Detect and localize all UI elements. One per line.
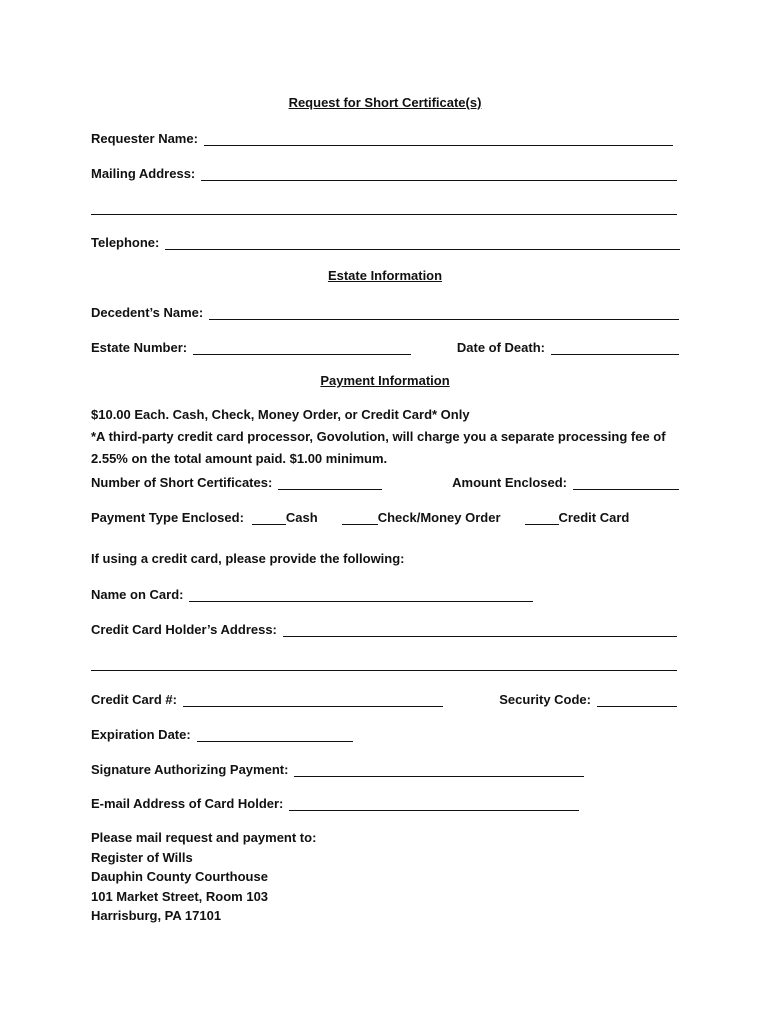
payment-type-check-label: Check/Money Order (377, 510, 501, 525)
payment-heading: Payment Information (320, 373, 450, 388)
form-title: Request for Short Certificate(s) (288, 95, 482, 110)
card-number-label: Credit Card #: (91, 692, 177, 707)
requester-name-row (91, 128, 673, 146)
estate-number-row (91, 337, 411, 355)
amount-enclosed-row (452, 472, 679, 490)
requester-name-label: Requester Name: (91, 131, 198, 146)
security-code-row (499, 689, 677, 707)
credit-card-intro: If using a credit card, please provide the following: (91, 551, 405, 566)
card-holder-address-label: Credit Card Holder’s Address: (91, 622, 277, 637)
payment-type-cash-label: Cash (285, 510, 318, 525)
security-code-label: Security Code: (499, 692, 591, 707)
estate-number-field[interactable] (193, 341, 411, 355)
name-on-card-field[interactable] (189, 588, 533, 602)
mail-to-line-4: Harrisburg, PA 17101 (91, 908, 222, 923)
card-number-field[interactable] (183, 693, 443, 707)
payment-type-label: Payment Type Enclosed: (91, 510, 244, 525)
mailing-address-field-2[interactable] (91, 201, 677, 215)
card-holder-address-row (91, 619, 677, 637)
payment-type-check-field[interactable] (342, 511, 378, 525)
card-holder-email-label: E-mail Address of Card Holder: (91, 796, 284, 811)
signature-row (91, 759, 584, 777)
payment-type-cash-field[interactable] (252, 511, 286, 525)
processing-note-line-2: 2.55% on the total amount paid. $1.00 minimum. (91, 451, 388, 466)
amount-enclosed-field[interactable] (573, 476, 679, 490)
card-holder-address-field[interactable] (283, 623, 677, 637)
mail-to-line-2: Dauphin County Courthouse (91, 869, 268, 884)
payment-type-credit-label: Credit Card (558, 510, 630, 525)
estate-heading: Estate Information (327, 268, 443, 283)
expiration-date-row (91, 724, 353, 742)
estate-number-label: Estate Number: (91, 340, 188, 355)
expiration-date-field[interactable] (197, 728, 353, 742)
amount-enclosed-label: Amount Enclosed: (452, 475, 567, 490)
date-of-death-field[interactable] (551, 341, 679, 355)
mailing-address-row-2 (91, 197, 677, 215)
date-of-death-label: Date of Death: (456, 340, 545, 355)
price-line: $10.00 Each. Cash, Check, Money Order, or Credit Card* Only (91, 407, 470, 422)
card-holder-address-field-2[interactable] (91, 657, 677, 671)
card-holder-address-row-2 (91, 653, 677, 671)
card-number-row (91, 689, 443, 707)
mailing-address-row (91, 163, 677, 181)
processing-note-line-1: *A third-party credit card processor, Govolution, will charge you a separate processing fee of (91, 429, 666, 444)
telephone-row (91, 232, 680, 250)
decedent-name-row (91, 302, 679, 320)
payment-type-row (91, 507, 629, 525)
mail-to-line-1: Register of Wills (91, 849, 193, 865)
mail-to-intro: Please mail request and payment to: (91, 830, 317, 845)
date-of-death-row (457, 337, 679, 355)
card-holder-email-row (91, 793, 579, 811)
mailing-address-label: Mailing Address: (91, 166, 196, 181)
expiration-date-label: Expiration Date: (91, 727, 191, 742)
security-code-field[interactable] (597, 693, 677, 707)
payment-type-credit-field[interactable] (525, 511, 559, 525)
card-holder-email-field[interactable] (289, 797, 579, 811)
mailing-address-field[interactable] (201, 167, 677, 181)
telephone-label: Telephone: (91, 235, 160, 250)
number-certificates-row (91, 472, 382, 490)
mailing-instructions (91, 828, 316, 926)
number-certificates-label: Number of Short Certificates: (91, 475, 273, 490)
decedent-name-label: Decedent’s Name: (91, 305, 204, 320)
requester-name-field[interactable] (204, 132, 673, 146)
telephone-field[interactable] (165, 236, 680, 250)
name-on-card-row (91, 584, 533, 602)
signature-label: Signature Authorizing Payment: (91, 762, 289, 777)
name-on-card-label: Name on Card: (91, 587, 184, 602)
number-certificates-field[interactable] (278, 476, 382, 490)
mail-to-line-3: 101 Market Street, Room 103 (91, 888, 269, 904)
decedent-name-field[interactable] (209, 306, 679, 320)
signature-field[interactable] (294, 763, 584, 777)
